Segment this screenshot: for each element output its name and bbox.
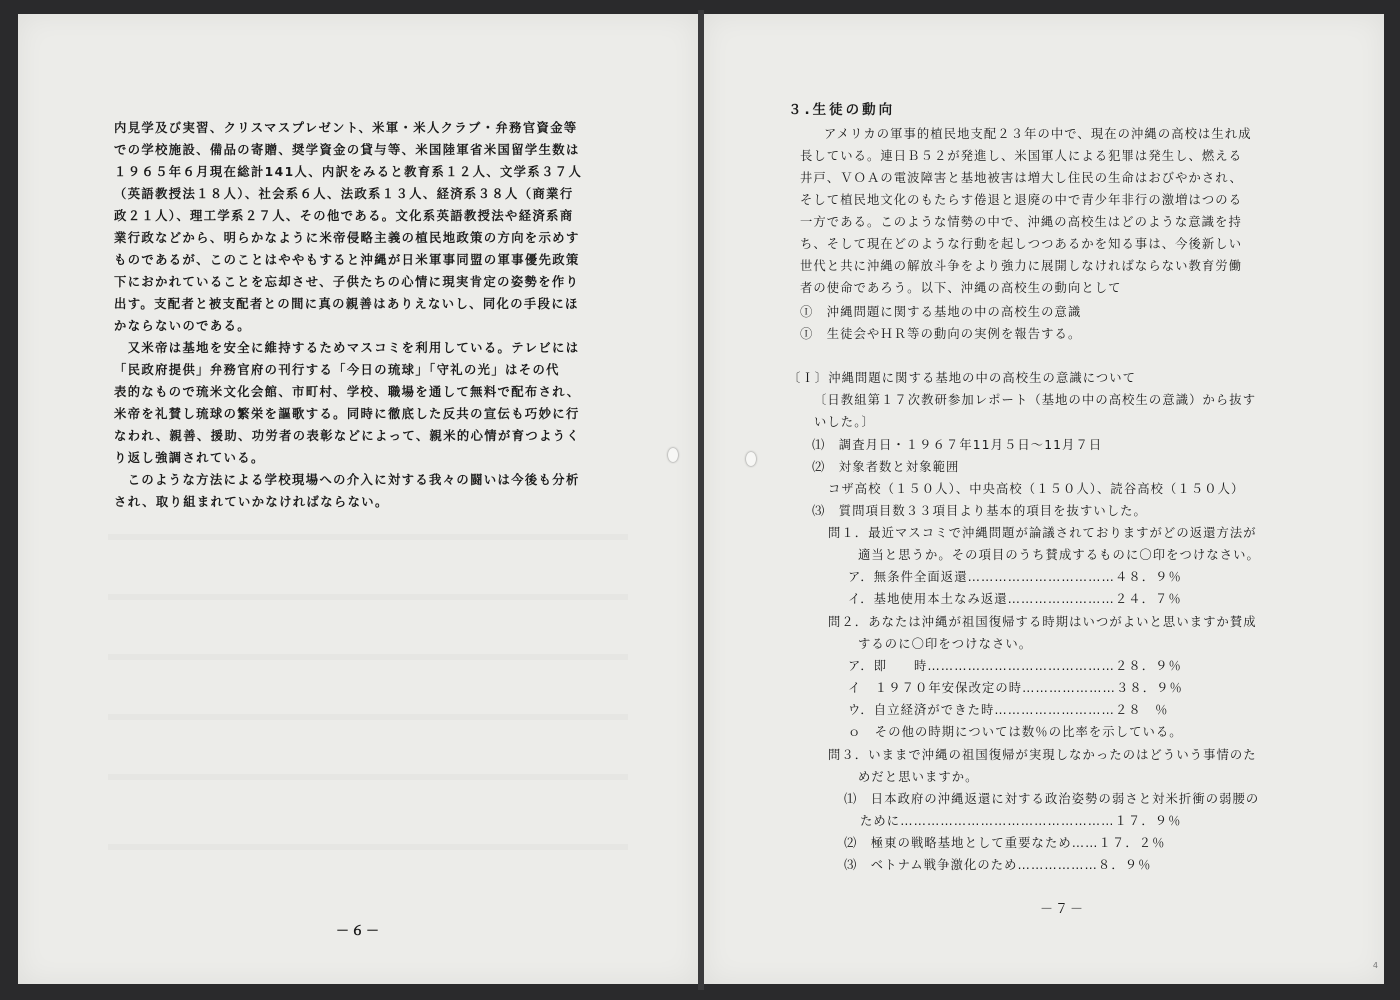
text-line: めだと思いますか。 — [858, 770, 979, 784]
answer-line: ⑴ 日本政府の沖縄返還に対する政治姿勢の弱さと対米折衝の弱腰の — [844, 792, 1260, 806]
text-line: り返し強調されている。 — [114, 451, 265, 465]
question-line: 問２．あなたは沖縄が祖国復帰する時期はいつがよいと思いますか賛成 — [828, 615, 1257, 629]
bleed-through — [108, 594, 628, 600]
answer-line: ⑶ ベトナム戦争激化のため………………８．９％ — [844, 858, 1152, 872]
text-line: そして植民地文化のもたらす倦退と退廃の中で青少年非行の激増はつのる — [800, 193, 1243, 207]
answer-line: ために…………………………………………１７．９％ — [860, 814, 1182, 828]
list-item: Ⓘ 沖縄問題に関する基地の中の高校生の意識 — [800, 305, 1082, 319]
text-line: ものであるが、このことはややもすると沖縄が日米軍事同盟の軍事優先政策 — [114, 253, 580, 267]
bleed-through — [108, 654, 628, 660]
text-line: 長している。連日Ｂ５２が発進し、米国軍人による犯罪は発生し、燃える — [800, 149, 1243, 163]
bleed-through — [108, 534, 628, 540]
text-line: 者の使命であろう。以下、沖縄の高校生の動向として — [800, 281, 1122, 295]
text-line: 政２１人）、理工学系２７人、その他である。文化系英語教授法や経済系商 — [114, 209, 574, 223]
question-line: 問３．いままで沖縄の祖国復帰が実現しなかったのはどういう事情のた — [828, 748, 1257, 762]
text-line: され、取り組まれていかなければならない。 — [114, 495, 389, 509]
text-line: 表的なもので琉米文化会館、市町村、学校、職場を通して無料で配布され、 — [114, 385, 581, 399]
text-line: （英語教授法１８人）、社会系６人、法政系１３人、経済系３８人（商業行 — [114, 187, 574, 201]
text-line: かならないのである。 — [114, 319, 251, 333]
text-line: 一方である。このような情勢の中で、沖縄の高校生はどのような意識を持 — [800, 215, 1242, 229]
left-page — [18, 14, 698, 984]
page-number: －７－ — [1040, 902, 1086, 917]
text-line: 又米帝は基地を安全に維持するためマスコミを利用している。テレビには — [114, 341, 580, 355]
text-line: 「民政府提供」弁務官府の刊行する「今日の琉球」「守礼の光」はその代 — [114, 363, 560, 377]
text-line: 〔日教組第１７次教研参加レポート（基地の中の高校生の意識）から抜す — [814, 393, 1257, 407]
list-item: Ⓘ 生徒会やＨＲ等の動向の実例を報告する。 — [800, 327, 1082, 341]
text-line: アメリカの軍事的植民地支配２３年の中で、現在の沖縄の高校は生れ成 — [824, 127, 1252, 141]
list-item: ⑵ 対象者数と対象範囲 — [812, 460, 960, 474]
text-line: での学校施設、備品の寄贈、奨学資金の貸与等、米国陸軍省米国留学生数は — [114, 143, 580, 157]
list-item: ⑴ 調査月日・１９６７年11月５日～11月７日 — [812, 438, 1103, 452]
bleed-through — [108, 714, 628, 720]
text-line: 業行政などから、明らかなように米帝侵略主義の植民地政策の方向を示めす — [114, 231, 580, 245]
text-line: 米帝を礼賛し琉球の繁栄を謳歌する。同時に徹底した反共の宣伝も巧妙に行 — [114, 407, 580, 421]
bleed-through — [108, 844, 628, 850]
question-line: 問１．最近マスコミで沖縄問題が論議されておりますがどの返還方法が — [828, 526, 1257, 540]
right-page — [704, 14, 1384, 984]
list-item: ⑶ 質問項目数３３項目より基本的項目を抜すいした。 — [812, 504, 1147, 518]
text-line: するのに〇印をつけなさい。 — [858, 637, 1033, 651]
text-line: このような方法による学校現場への介入に対する我々の闘いは今後も分析 — [114, 473, 580, 487]
text-line: ち、そして現在どのような行動を起しつつあるかを知る事は、今後新しい — [800, 237, 1243, 251]
text-line: いした。〕 — [814, 415, 875, 429]
section-heading: ３.生徒の動向 — [788, 102, 896, 118]
page-number: －６－ — [336, 924, 382, 939]
corner-mark: 4 — [1372, 961, 1378, 970]
answer-line: ア．無条件全面返還……………………………４８．９％ — [848, 570, 1182, 584]
bleed-through — [108, 774, 628, 780]
answer-line: ア．即 時……………………………………２８．９％ — [848, 659, 1182, 673]
text-line: 内見学及び実習、クリスマスプレゼント、米軍・米人クラブ・弁務官資金等 — [114, 121, 578, 135]
punch-hole — [746, 452, 756, 466]
text-line: １９６５年６月現在総計141人、内訳をみると教育系１２人、文学系３７人 — [114, 165, 583, 179]
text-line: 下におかれていることを忘却させ、子供たちの心情に現実肯定の姿勢を作り — [114, 275, 580, 289]
text-line: コザ高校（１５０人）、中央高校（１５０人）、読谷高校（１５０人） — [828, 482, 1245, 496]
subsection-heading: 〔Ｉ〕沖縄問題に関する基地の中の高校生の意識について — [788, 371, 1137, 385]
text-line: 井戸、ＶＯＡの電波障害と基地被害は増大し住民の生命はおびやかされ、 — [800, 171, 1243, 185]
punch-hole — [668, 448, 678, 462]
text-line: 世代と共に沖縄の解放斗争をより強力に展開しなければならない教育労働 — [800, 259, 1243, 273]
text-line: なわれ、親善、援助、功労者の表彰などによって、親米的心情が育つようく — [114, 429, 581, 443]
answer-line: ウ．自立経済ができた時………………………２８ ％ — [848, 703, 1169, 717]
answer-line: イ １９７０年安保改定の時…………………３８．９％ — [848, 681, 1183, 695]
answer-line: ⑵ 極東の戦略基地として重要なため……１７．２％ — [844, 836, 1166, 850]
text-line: 出す。支配者と被支配者との間に真の親善はありえないし、同化の手段にほ — [114, 297, 579, 311]
answer-line: イ．基地使用本土なみ返還……………………２４．７％ — [848, 592, 1182, 606]
text-line: 適当と思うか。その項目のうち賛成するものに〇印をつけなさい。 — [858, 548, 1260, 562]
answer-line: ｏ その他の時期については数％の比率を示している。 — [848, 725, 1183, 739]
